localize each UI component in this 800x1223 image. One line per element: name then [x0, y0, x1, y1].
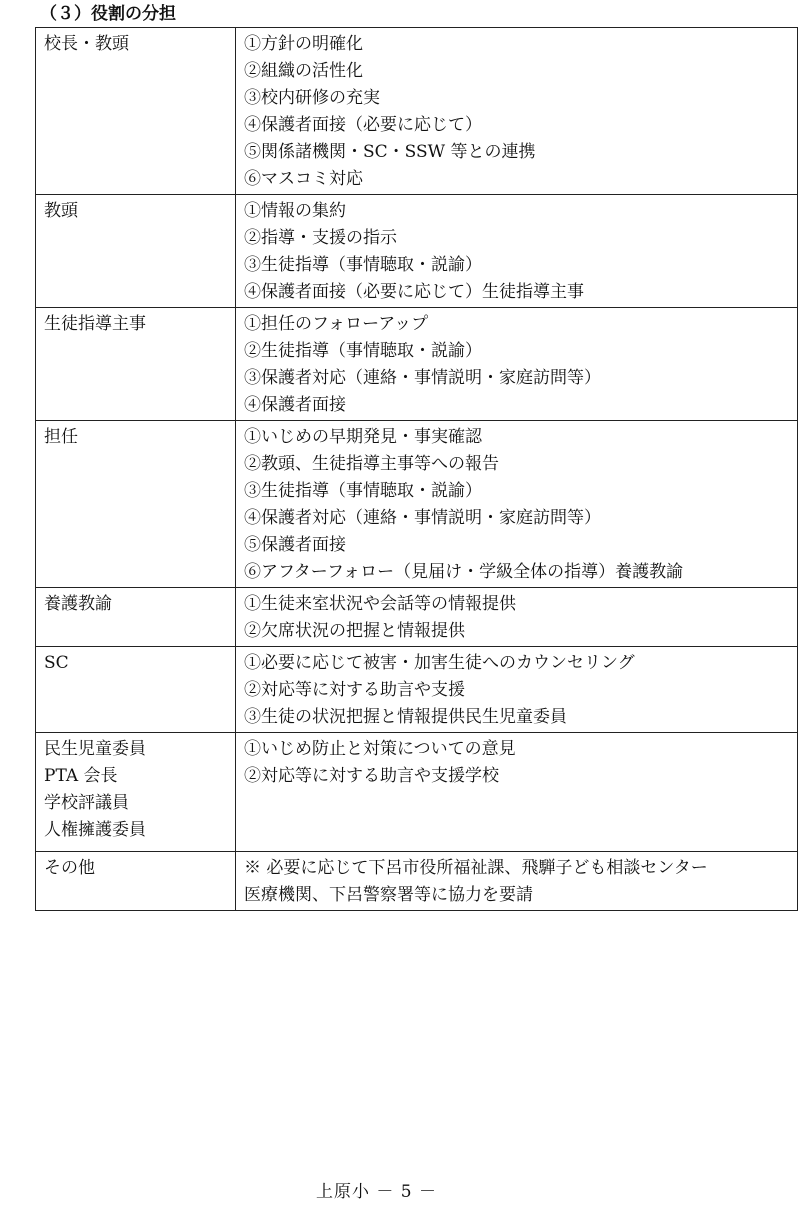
duty-item: ①生徒来室状況や会話等の情報提供 — [244, 594, 516, 614]
duty-item: ②生徒指導（事情聴取・説諭） — [244, 341, 482, 361]
duty-item: ①必要に応じて被害・加害生徒へのカウンセリング — [244, 653, 635, 673]
duties-cell — [236, 647, 798, 733]
role-label: SC — [44, 653, 69, 673]
duties-cell — [236, 421, 798, 588]
table-row — [36, 421, 798, 588]
duty-item: ②欠席状況の把握と情報提供 — [244, 621, 465, 641]
role-label: 生徒指導主事 — [44, 314, 146, 334]
duty-item: ④保護者対応（連絡・事情説明・家庭訪問等） — [244, 508, 601, 528]
duty-item: ※ 必要に応じて下呂市役所福祉課、飛騨子ども相談センター — [244, 858, 708, 878]
role-label: 担任 — [44, 427, 78, 447]
table-row — [36, 28, 798, 195]
duty-item: ③保護者対応（連絡・事情説明・家庭訪問等） — [244, 368, 601, 388]
role-cell — [36, 308, 236, 421]
role-label: PTA 会長 — [44, 766, 118, 786]
table-row — [36, 733, 798, 852]
duty-item: ②組織の活性化 — [244, 61, 363, 81]
duty-item: ①担任のフォローアップ — [244, 314, 429, 334]
page-footer: 上原小 － 5 － — [316, 1182, 438, 1202]
table-row — [36, 588, 798, 647]
table-row — [36, 308, 798, 421]
duties-cell — [236, 195, 798, 308]
role-label: 養護教諭 — [44, 594, 112, 614]
duty-item: ①情報の集約 — [244, 201, 346, 221]
role-cell — [36, 733, 236, 852]
duty-item: ④保護者面接（必要に応じて） — [244, 115, 482, 135]
duties-cell — [236, 28, 798, 195]
duties-cell — [236, 588, 798, 647]
role-label: 校長・教頭 — [44, 34, 129, 54]
role-label: 民生児童委員 — [44, 739, 146, 759]
duty-item: ②対応等に対する助言や支援 — [244, 680, 465, 700]
role-label: 人権擁護委員 — [44, 820, 146, 840]
duties-cell — [236, 308, 798, 421]
duties-cell — [236, 733, 798, 852]
table-row — [36, 647, 798, 733]
role-cell — [36, 647, 236, 733]
duty-item: ③生徒指導（事情聴取・説諭） — [244, 481, 482, 501]
role-label: 教頭 — [44, 201, 78, 221]
table-row — [36, 195, 798, 308]
roles-table — [35, 27, 798, 911]
duty-item: ④保護者面接（必要に応じて）生徒指導主事 — [244, 282, 584, 302]
section-title: （３）役割の分担 — [40, 4, 176, 24]
role-cell — [36, 588, 236, 647]
role-cell — [36, 195, 236, 308]
duty-item: ②対応等に対する助言や支援学校 — [244, 766, 499, 786]
role-label: その他 — [44, 858, 95, 878]
duty-item: ②指導・支援の指示 — [244, 228, 397, 248]
duty-item: ⑤保護者面接 — [244, 535, 346, 555]
duty-item: ①いじめの早期発見・事実確認 — [244, 427, 482, 447]
duty-item: 医療機関、下呂警察署等に協力を要請 — [244, 885, 533, 905]
table-row — [36, 852, 798, 911]
duty-item: ⑥マスコミ対応 — [244, 169, 363, 189]
duty-item: ⑥アフターフォロー（見届け・学級全体の指導）養護教諭 — [244, 562, 684, 582]
duty-item: ②教頭、生徒指導主事等への報告 — [244, 454, 499, 474]
duty-item: ①方針の明確化 — [244, 34, 363, 54]
duty-item: ⑤関係諸機関・SC・SSW 等との連携 — [244, 142, 536, 162]
role-cell — [36, 421, 236, 588]
duty-item: ③生徒指導（事情聴取・説諭） — [244, 255, 482, 275]
duty-item: ③生徒の状況把握と情報提供民生児童委員 — [244, 707, 567, 727]
duty-item: ③校内研修の充実 — [244, 88, 380, 108]
role-cell — [36, 852, 236, 911]
duty-item: ④保護者面接 — [244, 395, 346, 415]
role-label: 学校評議員 — [44, 793, 129, 813]
duty-item: ①いじめ防止と対策についての意見 — [244, 739, 516, 759]
role-cell — [36, 28, 236, 195]
duties-cell — [236, 852, 798, 911]
